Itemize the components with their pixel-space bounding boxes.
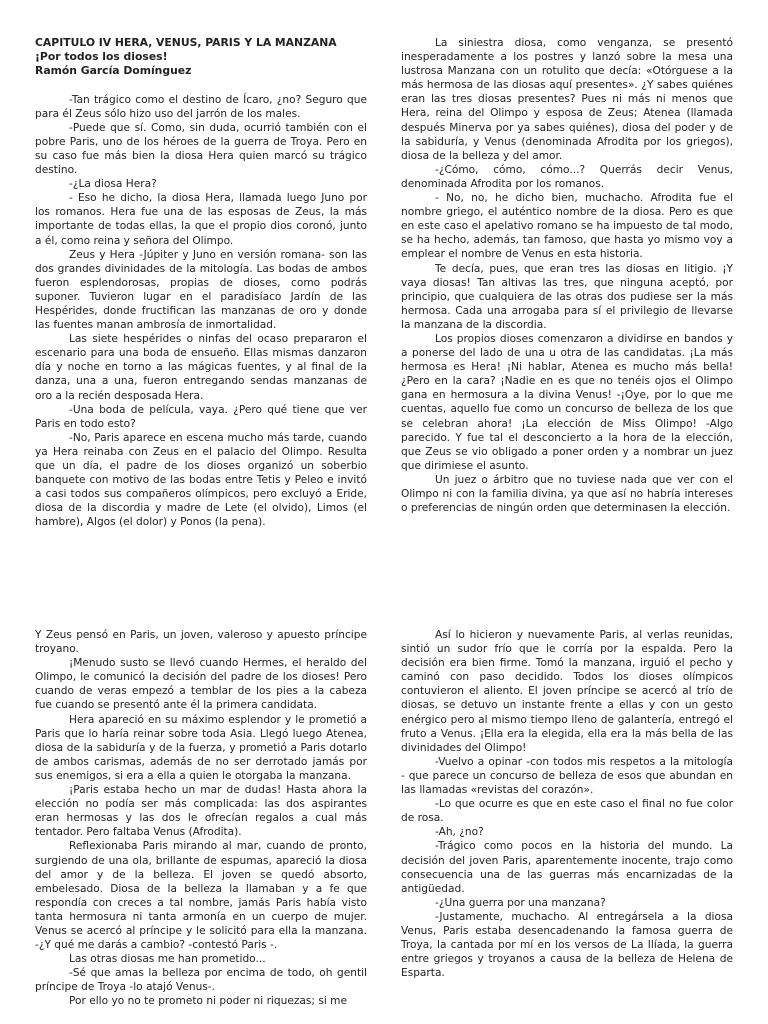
- paragraph: Zeus y Hera -Júpiter y Juno en versión romana- son las dos grandes divinidades de la mitología. Las bodas de ambos fueron esplendorosas, propias de dioses, como podrás suponer. Tuvieron lugar en el paradisíaco Jardín de las Hespérides, donde fructifican las manzanas de oro y donde las fuentes manan ambrosía de inmortalidad.: [35, 248, 367, 332]
- paragraph: -Justamente, muchacho. Al entregársela a la diosa Venus, Paris estaba desencadenando la famosa guerra de Troya, la cantada por mí en los versos de La Ilíada, la guerra entre griegos y troyanos a causa de la belleza de Helena de Esparta.: [401, 910, 733, 980]
- paragraph: Reflexionaba Paris mirando al mar, cuando de pronto, surgiendo de una ola, brillante de espumas, apareció la diosa del amor y de la belleza. El joven se quedó absorto, embelesado. Diosa de la belleza la llamaban y a fe que respondía con creces a tal nombre, jamás Paris había visto tanta hermosura ni tanta armonía en un cuerpo de mujer. Venus se acercó al príncipe y le solicitó para ella la manzana. -¿Y qué me darás a cambio? -contestó Paris -.: [35, 840, 367, 952]
- paragraph: ¡Menudo susto se llevó cuando Hermes, el heraldo del Olimpo, le comunicó la decisión del padre de los dioses! Pero cuando de veras empezó a temblar de los pies a la cabeza fue cuando se presentó ante él la primera candidata.: [35, 657, 367, 712]
- paragraph: -¿Una guerra por una manzana?: [435, 896, 606, 909]
- paragraph: -Puede que sí. Como, sin duda, ocurrió también con el pobre Paris, uno de los héroes de la guerra de Troya. Pero en su caso fue más bien la diosa Hera quien marcó su trágico destino.: [35, 121, 367, 177]
- paragraph: Un juez o árbitro que no tuviese nada que ver con el Olimpo ni con la familia divina, ya que así no habría intereses o preferencias de ningún orden que determinasen la elección.: [401, 473, 733, 515]
- paragraph: Los propios dioses comenzaron a dividirse en bandos y a ponerse del lado de una u otra de las candidatas. ¡La más hermosa es Hera! ¡Ni hablar, Atenea es mucho más bella! ¿Pero en la cara? ¡Nadie en es que no tenéis ojos el Olimpo gana en hermosura a la divina Venus! -¡Oye, por lo que me cuentas, aquello fue como un concurso de belleza de los que se celebran ahora! ¡La elección de Miss Olimpo! -Algo parecido. Y fue tal el desconcierto a la hora de la elección, que Zeus se vio obligado a poner orden y a nombrar un juez que dirimiese el asunto.: [401, 332, 733, 472]
- chapter-heading: [35, 36, 367, 79]
- paragraph: La siniestra diosa, como venganza, se presentó inesperadamente a los postres y lanzó sobre la mesa una lustrosa Manzana con un rotulito que decía: «Otórguese a la más hermosa de las diosas aquí presentes». ¿Y sabes quiénes eran las tres diosas presentes? Pues ni más ni menos que Hera, reina del Olimpo y esposa de Zeus; Atenea (llamada después Minerva por ya sabes quiénes), diosa del poder y de la sabiduría, y Venus (denominada Afrodita por los griegos), diosa de la belleza y del amor.: [401, 37, 733, 162]
- paragraph: - No, no, he dicho bien, muchacho. Afrodita fue el nombre griego, el auténtico nombre de la diosa. Pero es que en este caso el apelativo romano se ha impuesto de tal modo, se ha hecho, además, tan famoso, que hasta yo mismo voy a emplear el nombre de Venus en esta historia.: [401, 192, 733, 261]
- paragraph: Y Zeus pensó en Paris, un joven, valeroso y apuesto príncipe troyano.: [35, 629, 367, 656]
- page-2-left-column: [35, 628, 367, 1009]
- page-1-left-column: [35, 36, 367, 530]
- paragraph: -¿Cómo, cómo, cómo...? Querrás decir Venus, denominada Afrodita por los romanos.: [401, 163, 733, 190]
- paragraph: -Sé que amas la belleza por encima de todo, oh gentil príncipe de Troya -lo atajó Venus-.: [35, 967, 367, 994]
- chapter-author: Ramón García Domínguez: [35, 64, 192, 78]
- paragraph: -Vuelvo a opinar -con todos mis respetos a la mitología - que parece un concurso de belleza de esos que abundan en las llamadas «revistas del corazón».: [401, 755, 733, 797]
- paragraph: Así lo hicieron y nuevamente Paris, al verlas reunidas, sintió un sudor frío que le corría por la espalda. Pero la decisión era bien firme. Tomó la manzana, irguió el pecho y caminó con paso decidido. Todos los dioses olímpicos contuvieron el aliento. El joven príncipe se acercó al trío de diosas, se detuvo un instante frente a ellas y con un gesto enérgico pero al mismo tiempo lleno de galantería, entregó el fruto a Venus. ¡Ella era la elegida, ella era la más bella de las divinidades del Olimpo!: [401, 629, 733, 754]
- page-1-right-column: [401, 36, 733, 515]
- paragraph: Las siete hespérides o ninfas del ocaso prepararon el escenario para una boda de ensueño. Ellas mismas danzaron día y noche en torno a las mágicas fuentes, y al final de la danza, una a una, fueron entregando sendas manzanas de oro a la recién desposada Hera.: [35, 333, 367, 402]
- paragraph: -Una boda de película, vaya. ¿Pero qué tiene que ver Paris en todo esto?: [35, 403, 367, 430]
- page-2: [0, 512, 768, 1024]
- chapter-title: CAPITULO IV HERA, VENUS, PARIS Y LA MANZANA: [35, 36, 337, 49]
- paragraph: ¡Paris estaba hecho un mar de dudas! Hasta ahora la elección no podía ser más complicada: las dos aspirantes eran hermosas y las dos le ofrecían regalos a cual más tentador. Pero faltaba Venus (Afrodita).: [35, 784, 367, 839]
- paragraph: - Eso he dicho, la diosa Hera, llamada luego Juno por los romanos. Hera fue una de las esposas de Zeus, la más importante de todas ellas, la que el propio dios coronó, junto a él, como reina y señora del Olimpo.: [35, 192, 367, 247]
- paragraph: Las otras diosas me han prometido...: [69, 953, 266, 966]
- page-2-right-column: [401, 628, 733, 980]
- paragraph: -¿La diosa Hera?: [69, 178, 157, 191]
- paragraph: Hera apareció en su máximo esplendor y le prometió a Paris que lo haría reinar sobre toda Asia. Llegó luego Atenea, diosa de la sabiduría y de la fuerza, y prometió a Paris dotarlo de ambos carismas, además de no ser derrotado jamás por sus enemigos, si era a ella a quien le otorgaba la manzana.: [35, 713, 367, 782]
- paragraph: -Trágico como pocos en la historia del mundo. La decisión del joven Paris, aparentemente inocente, trajo como consecuencia una de las guerras más encarnizadas de la antigüedad.: [401, 840, 733, 895]
- paragraph: -Tan trágico como el destino de Ícaro, ¿no? Seguro que para él Zeus sólo hizo uso del jarrón de los males.: [35, 93, 367, 120]
- paragraph: -Ah, ¿no?: [435, 826, 484, 839]
- paragraph: Te decía, pues, que eran tres las diosas en litigio. ¡Y vaya diosas! Tan altivas las tres, que ninguna aceptó, por principio, que cualquiera de las otras dos pudiese ser la más hermosa. Cada una arrogaba para sí el privilegio de llevarse la manzana de la discordia.: [401, 262, 733, 331]
- paragraph: Por ello yo no te prometo ni poder ni riquezas; si me: [69, 995, 348, 1008]
- chapter-subtitle: ¡Por todos los dioses!: [35, 50, 168, 64]
- paragraph: -Lo que ocurre es que en este caso el final no fue color de rosa.: [401, 798, 733, 825]
- paragraph: -No, Paris aparece en escena mucho más tarde, cuando ya Hera reinaba con Zeus en el palacio del Olimpo. Resulta que un día, el padre de los dioses organizó un soberbio banquete con motivo de las bodas entre Tetis y Peleo e invitó a casi todos sus compañeros olímpicos, pero excluyó a Eride, diosa de la discordia y madre de Lete (el olvido), Limos (el hambre), Algos (el dolor) y Ponos (la pena).: [35, 431, 367, 529]
